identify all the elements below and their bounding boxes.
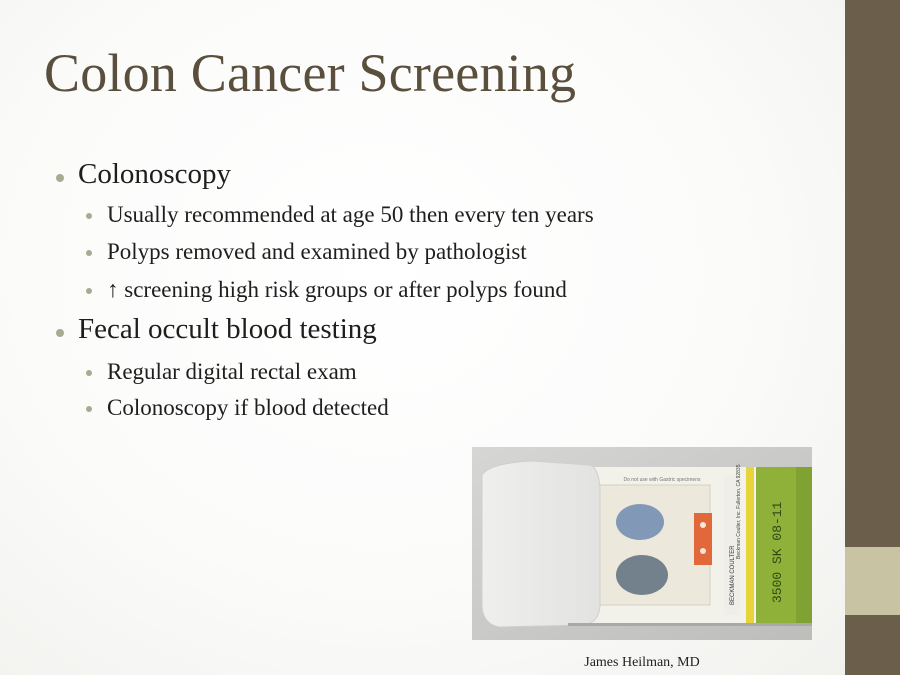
sub-bullet-digital-rectal: Regular digital rectal exam [107,359,357,384]
bullet-dot [86,288,92,294]
bullet-fecal-occult: Fecal occult blood testing [78,313,377,345]
bullet-dot [86,213,92,219]
bullet-dot [86,370,92,376]
fobt-card-photo [472,447,812,640]
bullet-dot [56,329,64,337]
bullet-colonoscopy: Colonoscopy [78,158,232,190]
decorative-band-light [845,547,900,615]
card-lot-text: 3500 SK 08-11 [770,501,785,603]
bullet-dot [86,250,92,256]
sub-bullet-high-risk: ↑ screening high risk groups or after polyps found [107,277,567,302]
card-top-text: Do not use with Gastric specimens [623,477,701,483]
bullet-dot [86,406,92,412]
sub-bullet-age-50: Usually recommended at age 50 then every ten years [107,202,594,227]
sub-bullet-colonoscopy-if-blood: Colonoscopy if blood detected [107,395,389,420]
card-brand-text: BECKMAN COULTER [730,545,736,605]
fobt-card-illustration [472,447,812,640]
bullet-dot [56,174,64,182]
sub-bullet-polyps-removed: Polyps removed and examined by pathologist [107,239,527,264]
slide-title: Colon Cancer Screening [44,43,577,103]
card-manufacturer-text: Beckman Coulter, Inc. Fullerton, CA 92835 [736,464,742,559]
photo-caption: James Heilman, MD [584,655,700,670]
